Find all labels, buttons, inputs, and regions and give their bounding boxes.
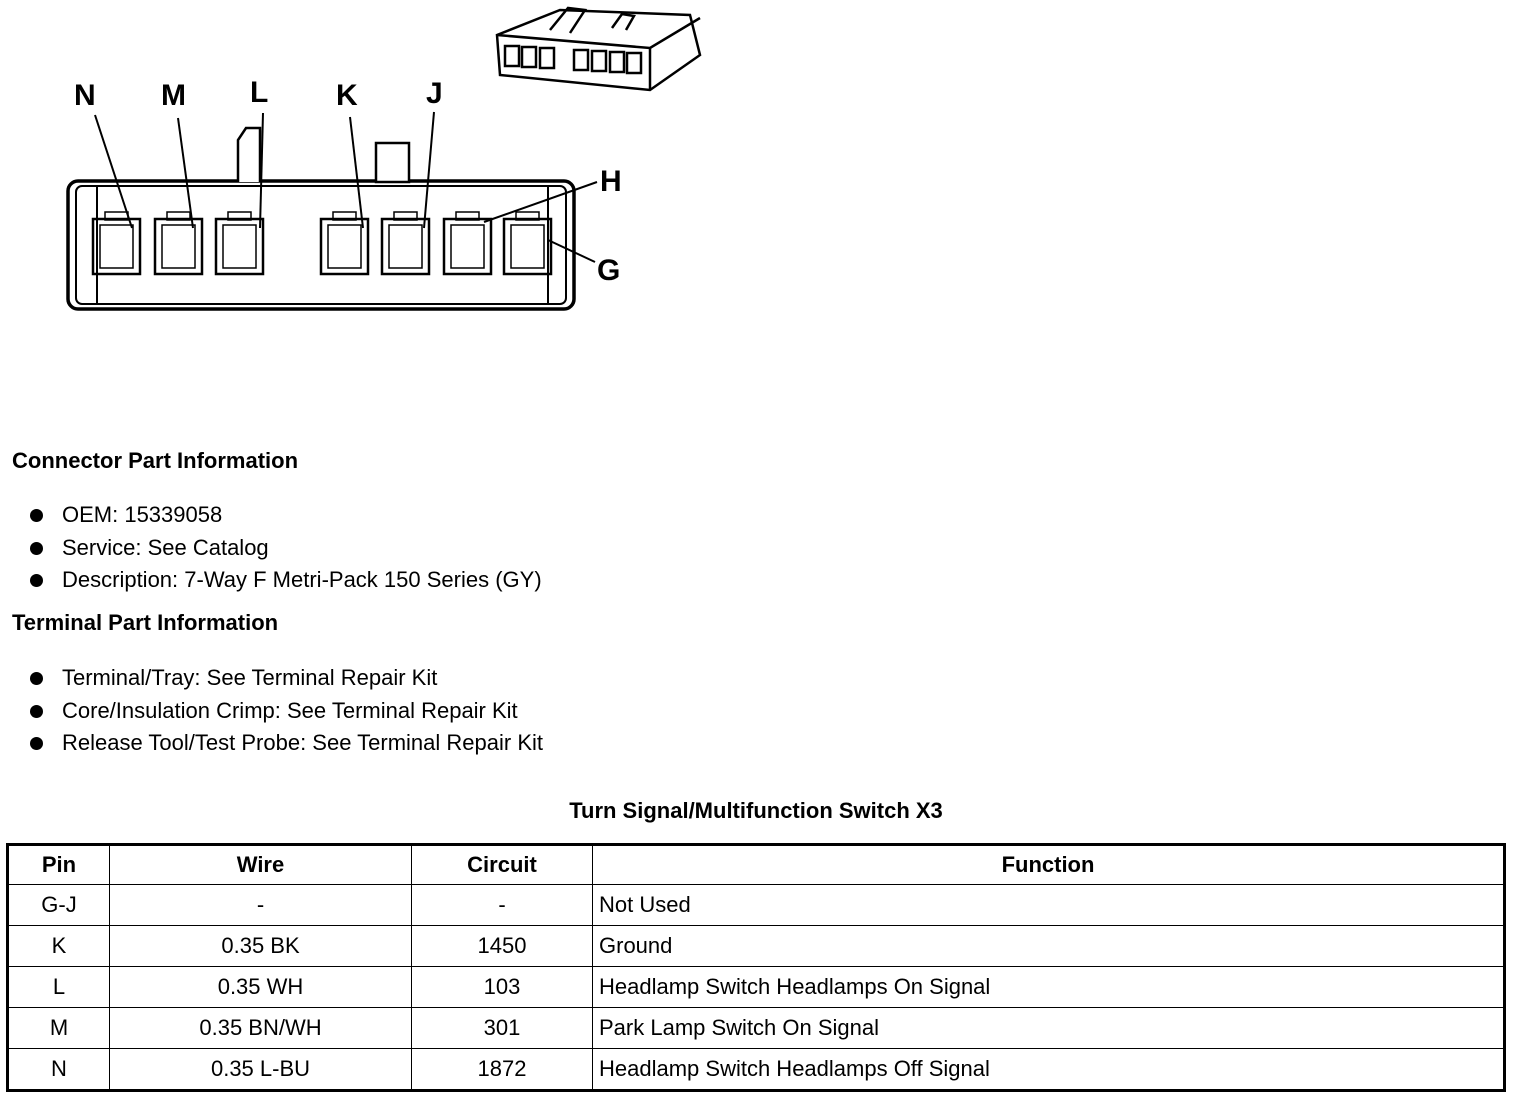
cell-function: Headlamp Switch Headlamps Off Signal xyxy=(593,1049,1505,1091)
cell-function: Not Used xyxy=(593,885,1505,926)
cell-wire: - xyxy=(110,885,412,926)
cell-function: Park Lamp Switch On Signal xyxy=(593,1008,1505,1049)
cell-function: Ground xyxy=(593,926,1505,967)
cell-wire: 0.35 L-BU xyxy=(110,1049,412,1091)
table-row xyxy=(8,1049,1505,1091)
list-item xyxy=(0,662,543,695)
list-item-text: Description: 7-Way F Metri-Pack 150 Series (GY) xyxy=(62,567,542,592)
list-item-text: Release Tool/Test Probe: See Terminal Repair Kit xyxy=(62,730,543,755)
column-header-pin: Pin xyxy=(8,845,110,885)
pin-label-n: N xyxy=(74,79,96,112)
bullet-icon xyxy=(30,509,43,522)
cell-circuit: 1872 xyxy=(412,1049,593,1091)
connector-front-face xyxy=(68,112,597,309)
cell-pin: N xyxy=(8,1049,110,1091)
bullet-icon xyxy=(30,542,43,555)
cell-pin: K xyxy=(8,926,110,967)
cell-pin: M xyxy=(8,1008,110,1049)
column-header-circuit: Circuit xyxy=(412,845,593,885)
connector-part-info-list xyxy=(0,499,542,597)
list-item xyxy=(0,532,542,565)
terminal-part-info-heading: Terminal Part Information xyxy=(12,610,279,635)
list-item-text: OEM: 15339058 xyxy=(62,502,223,527)
connector-part-info-heading: Connector Part Information xyxy=(12,448,299,473)
terminal-cavities xyxy=(93,212,551,274)
list-item-text: Core/Insulation Crimp: See Terminal Repair Kit xyxy=(62,697,518,723)
pin-label-k: K xyxy=(336,79,358,112)
cell-circuit: 103 xyxy=(412,967,593,1008)
bullet-icon xyxy=(30,672,43,685)
cell-circuit: - xyxy=(412,885,593,926)
cell-pin: G-J xyxy=(8,885,110,926)
cell-circuit: 301 xyxy=(412,1008,593,1049)
list-item-text: Terminal/Tray: See Terminal Repair Kit xyxy=(62,665,438,690)
pin-label-h: H xyxy=(600,165,622,198)
list-item xyxy=(0,695,543,728)
list-item xyxy=(0,564,542,597)
table-row xyxy=(8,967,1505,1008)
table-row xyxy=(8,1008,1505,1049)
list-item-text: Service: See Catalog xyxy=(62,534,269,560)
pin-label-g: G xyxy=(597,254,621,287)
table-title: Turn Signal/Multifunction Switch X3 xyxy=(569,798,943,823)
bullet-icon xyxy=(30,574,43,587)
terminal-part-info-list xyxy=(0,662,543,760)
pin-label-m: M xyxy=(161,79,186,112)
pin-label-l: L xyxy=(250,76,269,109)
cell-wire: 0.35 BK xyxy=(110,926,412,967)
cell-circuit: 1450 xyxy=(412,926,593,967)
table-header-row xyxy=(8,845,1505,885)
list-item xyxy=(0,499,542,532)
pinout-table xyxy=(6,843,1506,1092)
column-header-wire: Wire xyxy=(110,845,412,885)
bullet-icon xyxy=(30,705,43,718)
cell-wire: 0.35 BN/WH xyxy=(110,1008,412,1049)
table-row xyxy=(8,926,1505,967)
connector-diagram xyxy=(0,0,720,330)
cell-function: Headlamp Switch Headlamps On Signal xyxy=(593,967,1505,1008)
cell-wire: 0.35 WH xyxy=(110,967,412,1008)
bullet-icon xyxy=(30,737,43,750)
list-item xyxy=(0,727,543,760)
connector-isometric-view xyxy=(497,8,700,90)
pin-label-j: J xyxy=(426,77,443,110)
column-header-function: Function xyxy=(593,845,1505,885)
table-row xyxy=(8,885,1505,926)
cell-pin: L xyxy=(8,967,110,1008)
